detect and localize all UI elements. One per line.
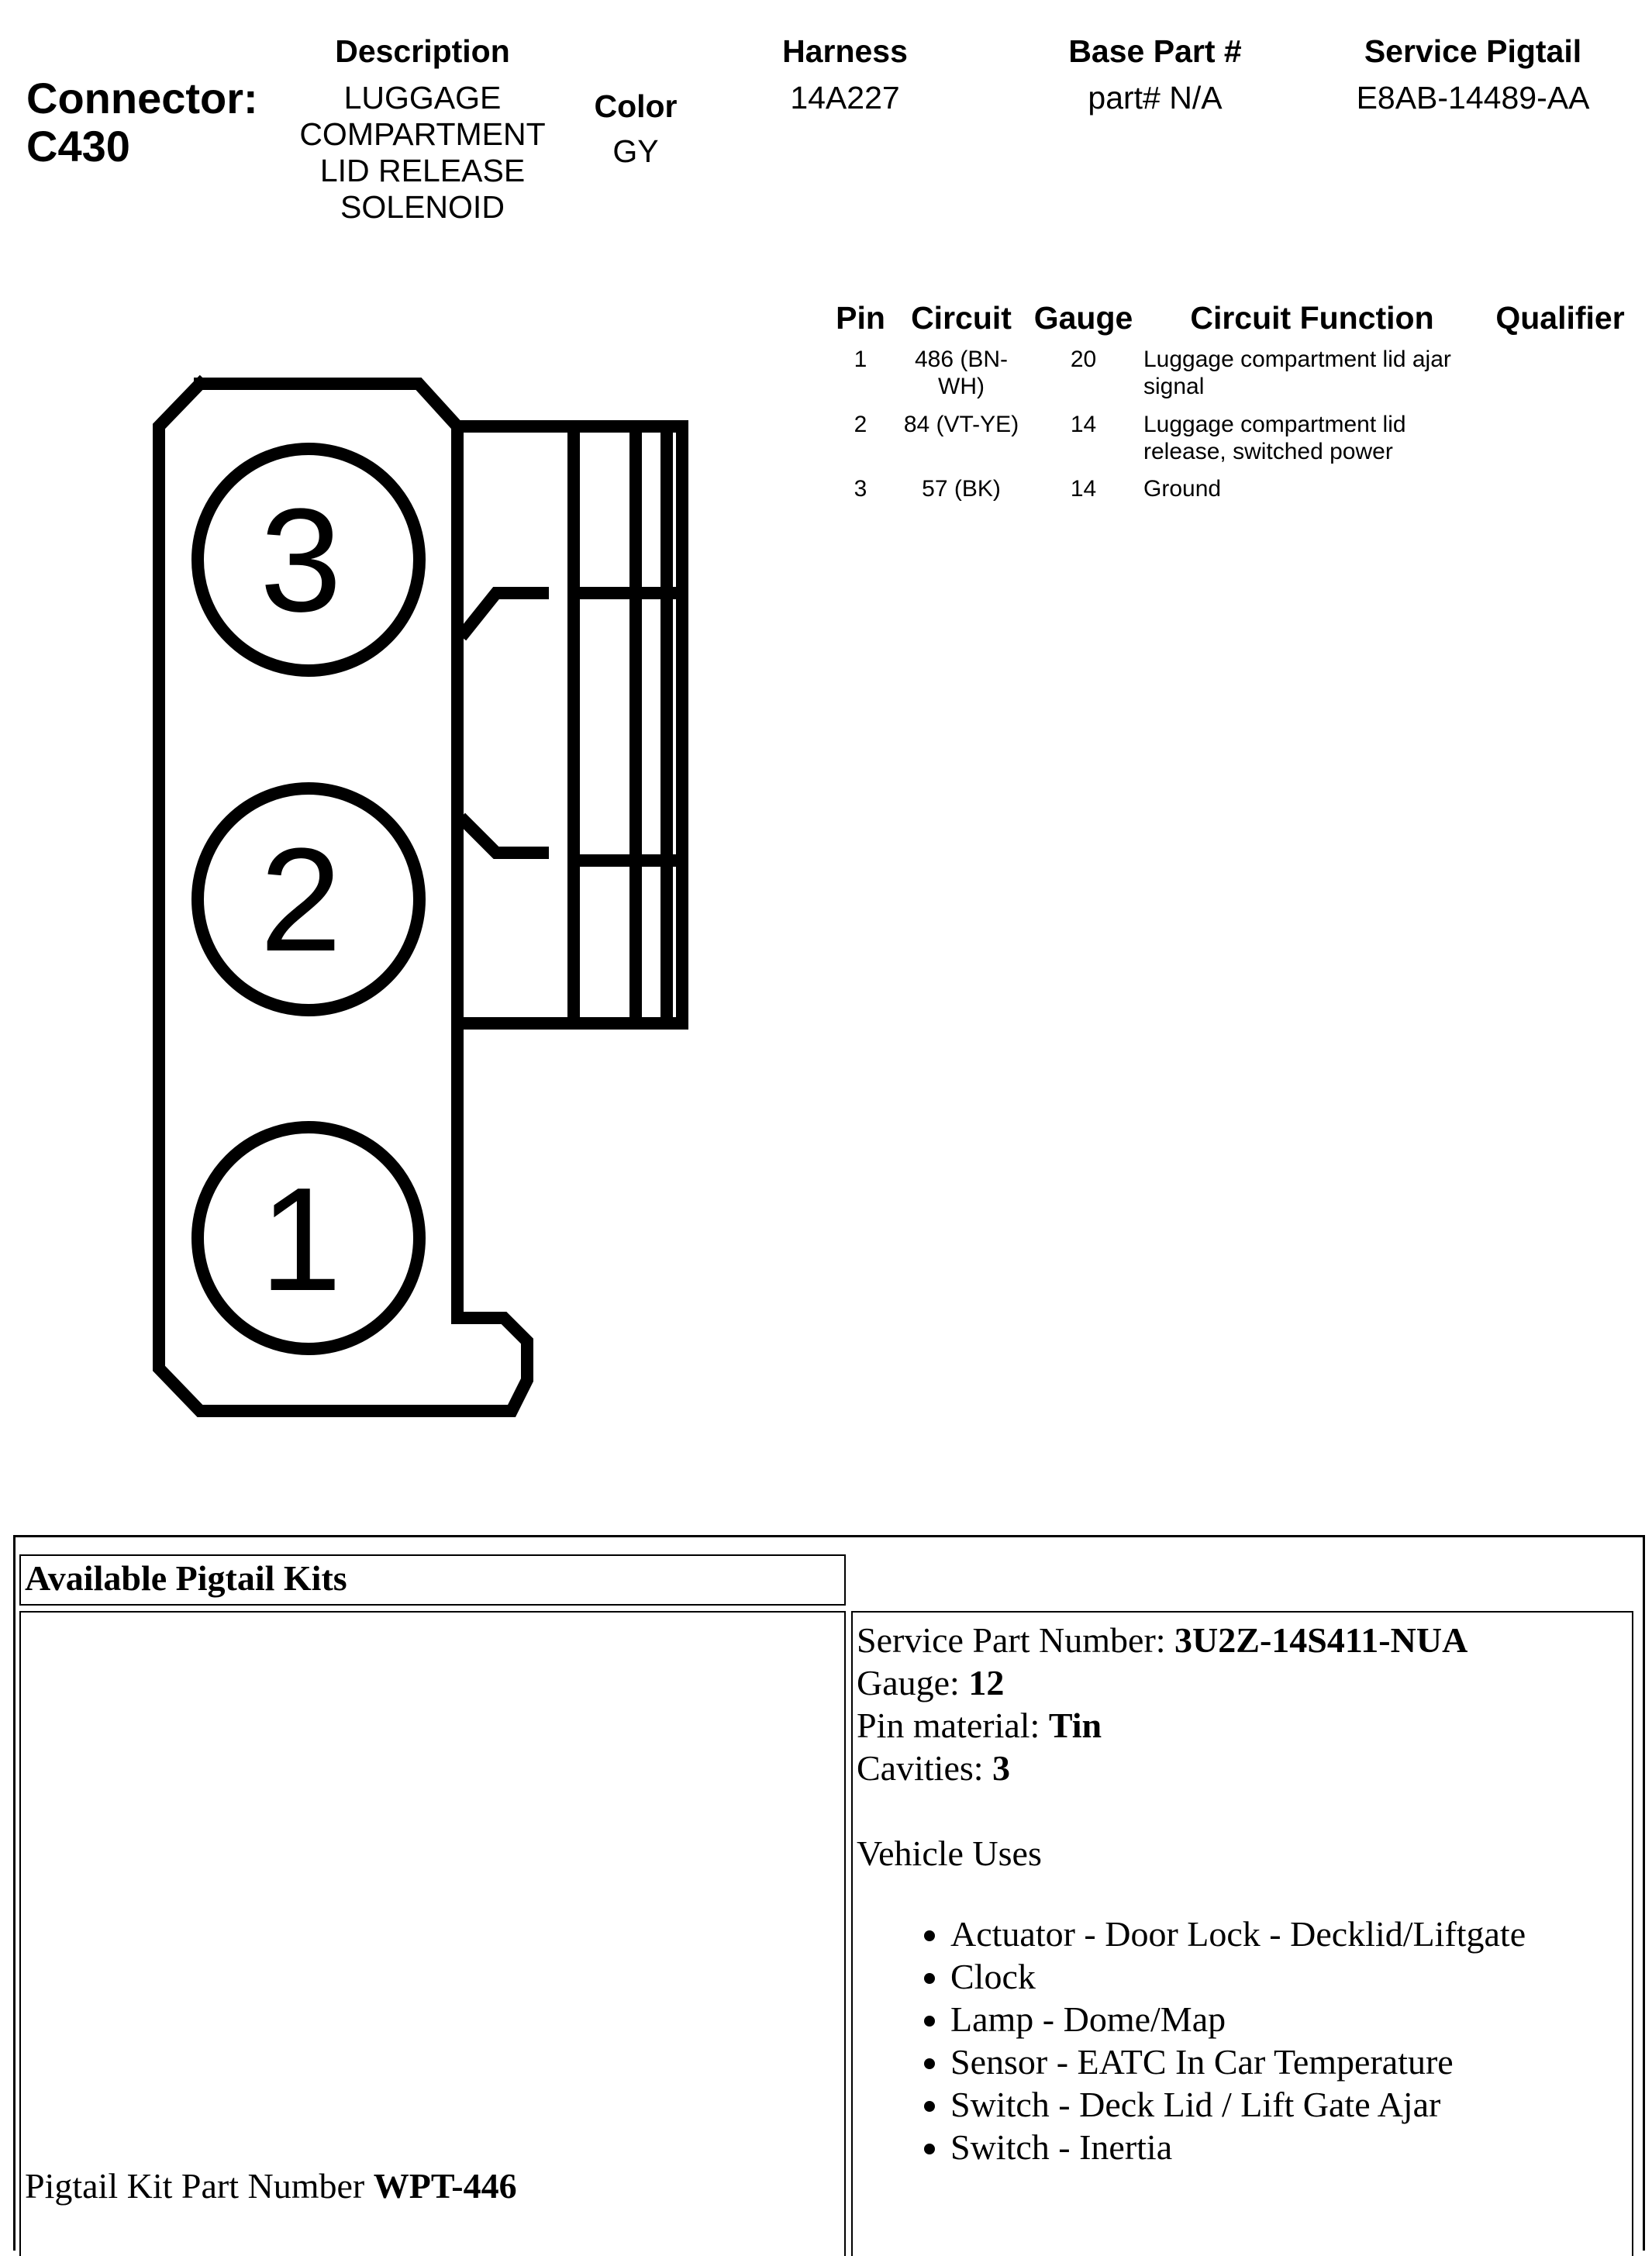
function-line: signal: [1143, 374, 1205, 399]
color-header: Color: [594, 88, 678, 124]
vehicle-use-item: • Switch - Deck Lid / Lift Gate Ajar: [950, 2083, 1526, 2126]
connector-face-diagram: [0, 0, 775, 1473]
function-cell: [1143, 411, 1485, 465]
circuit-cell: [892, 411, 1031, 438]
cavities-value: 3: [992, 1748, 1011, 1788]
pin-material-line: [857, 1704, 1102, 1747]
function-cell: [1143, 346, 1485, 400]
connector-label: Connector:: [26, 74, 258, 122]
function-line: Ground: [1143, 476, 1222, 502]
pin-material-value: Tin: [1048, 1706, 1102, 1745]
vehicle-use-item: • Lamp - Dome/Map: [950, 1998, 1526, 2040]
connector-id: C430: [26, 122, 130, 171]
pin-cell: 3: [854, 476, 867, 502]
function-cell: [1143, 475, 1485, 502]
latch-hook: [465, 822, 543, 853]
service-part-value: 3U2Z-14S411-NUA: [1174, 1620, 1468, 1660]
gauge-cell: 20: [1070, 347, 1097, 372]
circuit-line: WH): [938, 374, 985, 399]
circuit-line: 84 (VT-YE): [903, 412, 1019, 437]
kit-part-label: Pigtail Kit Part Number: [25, 2166, 374, 2206]
vehicle-use-item: • Switch - Inertia: [950, 2126, 1526, 2168]
pigtail-image-box: [19, 1611, 846, 2256]
description-line: LID RELEASE: [319, 153, 526, 188]
harness-value: 14A227: [790, 80, 900, 116]
service-pigtail-value: E8AB-14489-AA: [1356, 80, 1590, 116]
circuit-cell: [892, 346, 1031, 400]
pin-number-2: 2: [260, 818, 342, 982]
description-line: SOLENOID: [340, 189, 505, 225]
gauge-cell: 14: [1070, 412, 1097, 437]
circuit-line: 57 (BK): [922, 476, 1001, 502]
gauge-value: 12: [968, 1663, 1005, 1702]
description-header: Description: [335, 33, 510, 69]
pin-number-3: 3: [260, 478, 342, 643]
pigtail-kit-part-number: [25, 2165, 517, 2207]
cavities-line: [857, 1747, 1010, 1789]
qualifier-col-header: Qualifier: [1495, 300, 1625, 336]
base-part-value: part# N/A: [1088, 80, 1223, 116]
color-value: GY: [612, 133, 659, 169]
function-col-header: Circuit Function: [1190, 300, 1434, 336]
pin-cell: 1: [854, 347, 867, 372]
connector-body-outline: [159, 384, 527, 1411]
vehicle-use-item: • Sensor - EATC In Car Temperature: [950, 2040, 1526, 2083]
service-part-number: [857, 1619, 1467, 1661]
gauge-col-header: Gauge: [1033, 300, 1133, 336]
pigtail-section-title: Available Pigtail Kits: [25, 1558, 347, 1598]
kit-part-value: WPT-446: [373, 2166, 517, 2206]
service-pigtail-header: Service Pigtail: [1364, 33, 1582, 69]
description-line: COMPARTMENT: [299, 116, 546, 152]
circuit-line: 486 (BN-: [914, 347, 1009, 372]
description-line: LUGGAGE: [343, 80, 502, 116]
cavities-label: Cavities:: [857, 1748, 993, 1788]
function-line: Luggage compartment lid: [1143, 412, 1406, 437]
latch-hook: [465, 593, 543, 632]
base-part-header: Base Part #: [1068, 33, 1242, 69]
circuit-cell: [892, 475, 1031, 502]
function-line: release, switched power: [1143, 439, 1393, 464]
service-part-label: Service Part Number:: [857, 1620, 1175, 1660]
pin-col-header: Pin: [836, 300, 885, 336]
gauge-label: Gauge:: [857, 1663, 969, 1702]
gauge-cell: 14: [1070, 476, 1097, 502]
vehicle-use-item: • Actuator - Door Lock - Decklid/Liftgate: [950, 1913, 1526, 1955]
vehicle-uses-list: [913, 1913, 1526, 2168]
vehicle-uses-heading: Vehicle Uses: [857, 1833, 1042, 1873]
vehicle-use-item: • Clock: [950, 1955, 1526, 1998]
pin-number-1: 1: [260, 1157, 342, 1322]
harness-header: Harness: [782, 33, 908, 69]
circuit-col-header: Circuit: [911, 300, 1012, 336]
gauge-line: [857, 1661, 1004, 1704]
function-line: Luggage compartment lid ajar: [1143, 347, 1451, 372]
pin-material-label: Pin material:: [857, 1706, 1049, 1745]
pin-cell: 2: [854, 412, 867, 437]
